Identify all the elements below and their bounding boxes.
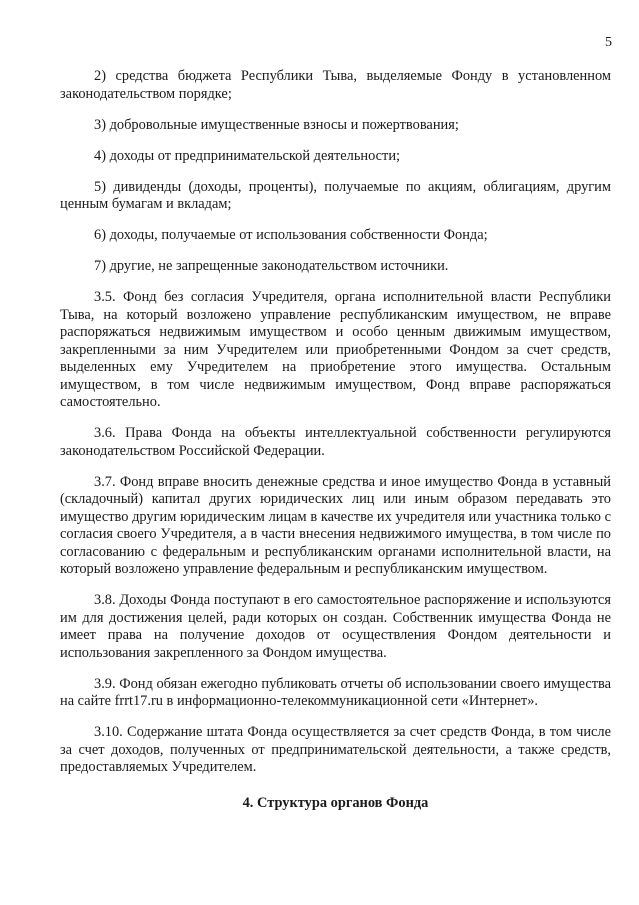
paragraph-item-5: 5) дивиденды (доходы, проценты), получаемые по акциям, облигациям, другим ценным бумагам и вкладам; (60, 178, 611, 212)
clause-3-5: 3.5. Фонд без согласия Учредителя, органа исполнительной власти Республики Тыва, на который возложено управление республиканским имуществом, не вправе распоряжаться недвижимым имуществом и особо ценным движимым имуществом, закрепленными за ним Учредителем или приобретенными Фондом за счет средств, выделенных ему Учредителем на приобретение этого имущества. Остальным имуществом, в том числе недвижимым имуществом, Фонд вправе распоряжаться самостоятельно. (60, 289, 611, 410)
section-heading: 4. Структура органов Фонда (242, 794, 429, 811)
paragraph-item-6: 6) доходы, получаемые от использования собственности Фонда; (94, 227, 488, 243)
paragraph-item-4: 4) доходы от предпринимательской деятельности; (94, 147, 401, 164)
clause-3-9: 3.9. Фонд обязан ежегодно публиковать отчеты об использовании своего имущества на сайте frrt17.ru в информационно-телекоммуникационной сети «Интернет». (60, 675, 611, 709)
clause-3-6: 3.6. Права Фонда на объекты интеллектуальной собственности регулируются законодательством Российской Федерации. (60, 425, 611, 459)
clause-3-8: 3.8. Доходы Фонда поступают в его самостоятельное распоряжение и используются им для достижения целей, ради которых он создан. Собственник имущества Фонда не имеет права на получение доходов от осуществления Фондом деятельности и использования закрепленного за Фондом имущества. (60, 592, 611, 661)
page-number: 5 (605, 35, 612, 50)
paragraph-item-2: 2) средства бюджета Республики Тыва, выделяемые Фонду в установленном законодательством порядке; (60, 68, 611, 102)
paragraph-item-7: 7) другие, не запрещенные законодательством источники. (94, 258, 449, 274)
paragraph-item-3: 3) добровольные имущественные взносы и пожертвования; (94, 116, 459, 133)
clause-3-10: 3.10. Содержание штата Фонда осуществляется за счет средств Фонда, в том числе за счет доходов, полученных от предпринимательской деятельности, а также средств, предоставляемых Учредителем. (60, 724, 611, 775)
clause-3-7: 3.7. Фонд вправе вносить денежные средства и иное имущество Фонда в уставный (складочный) капитал других юридических лиц или иным образом передавать это имущество другим юридическим лицам в качестве их учредителя или участника только с согласия своего Учредителя, а в части внесения недвижимого имущества, в том числе по согласованию с федеральным и республиканским органами исполнительной власти, на который возложено управление федеральным и республиканским имуществом. (60, 473, 611, 577)
document-body (60, 68, 611, 812)
